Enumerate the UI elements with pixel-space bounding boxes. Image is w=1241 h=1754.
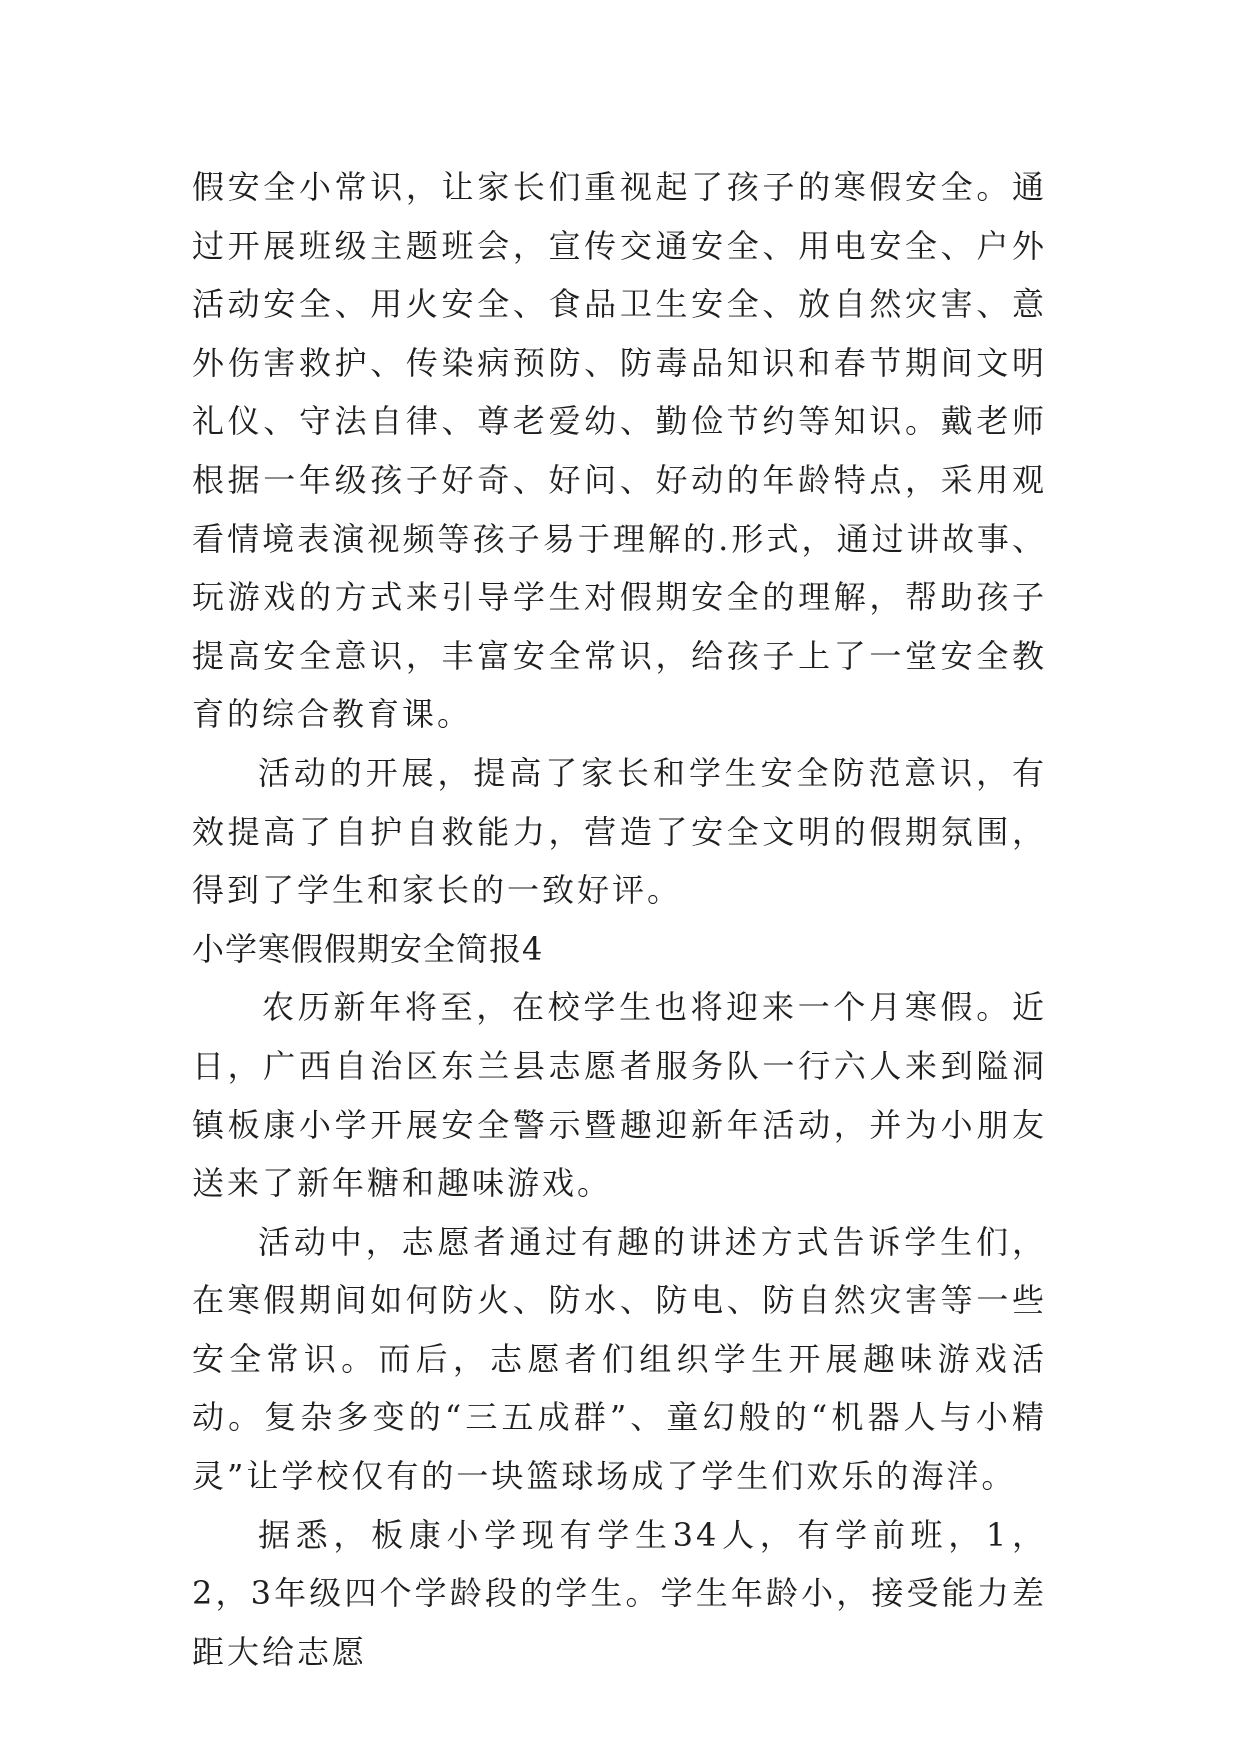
paragraph-new-year: 农历新年将至，在校学生也将迎来一个月寒假。近日，广西自治区东兰县志愿者服务队一行六人来到隘洞镇板康小学开展安全警示暨趣迎新年活动，并为小朋友送来了新年糖和趣味游戏。 — [192, 988, 1047, 1203]
paragraph-activity-result: 活动的开展，提高了家长和学生安全防范意识，有效提高了自护自救能力，营造了安全文明的假期氛围，得到了学生和家长的一致好评。 — [192, 753, 1047, 910]
section-title: 小学寒假假期安全简报4 — [192, 929, 544, 968]
paragraph-school-info: 据悉，板康小学现有学生34人，有学前班，1，2，3年级四个学龄段的学生。学生年龄小，接受能力差距大给志愿 — [192, 1515, 1047, 1671]
paragraph-volunteer-activity: 活动中，志愿者通过有趣的讲述方式告诉学生们，在寒假期间如何防火、防水、防电、防自然灾害等一些安全常识。而后，志愿者们组织学生开展趣味游戏活动。复杂多变的“三五成群”、童幻般的“机器人与小精灵”让学校仅有的一块篮球场成了学生们欢乐的海洋。 — [192, 1222, 1047, 1496]
document-body — [192, 158, 1047, 1681]
paragraph-continued: 假安全小常识，让家长们重视起了孩子的寒假安全。通过开展班级主题班会，宣传交通安全、用电安全、户外活动安全、用火安全、食品卫生安全、放自然灾害、意外伤害救护、传染病预防、防毒品知识和春节期间文明礼仪、守法自律、尊老爱幼、勤俭节约等知识。戴老师根据一年级孩子好奇、好问、好动的年龄特点，采用观看情境表演视频等孩子易于理解的.形式，通过讲故事、玩游戏的方式来引导学生对假期安全的理解，帮助孩子提高安全意识，丰富安全常识，给孩子上了一堂安全教育的综合教育课。 — [192, 168, 1047, 734]
